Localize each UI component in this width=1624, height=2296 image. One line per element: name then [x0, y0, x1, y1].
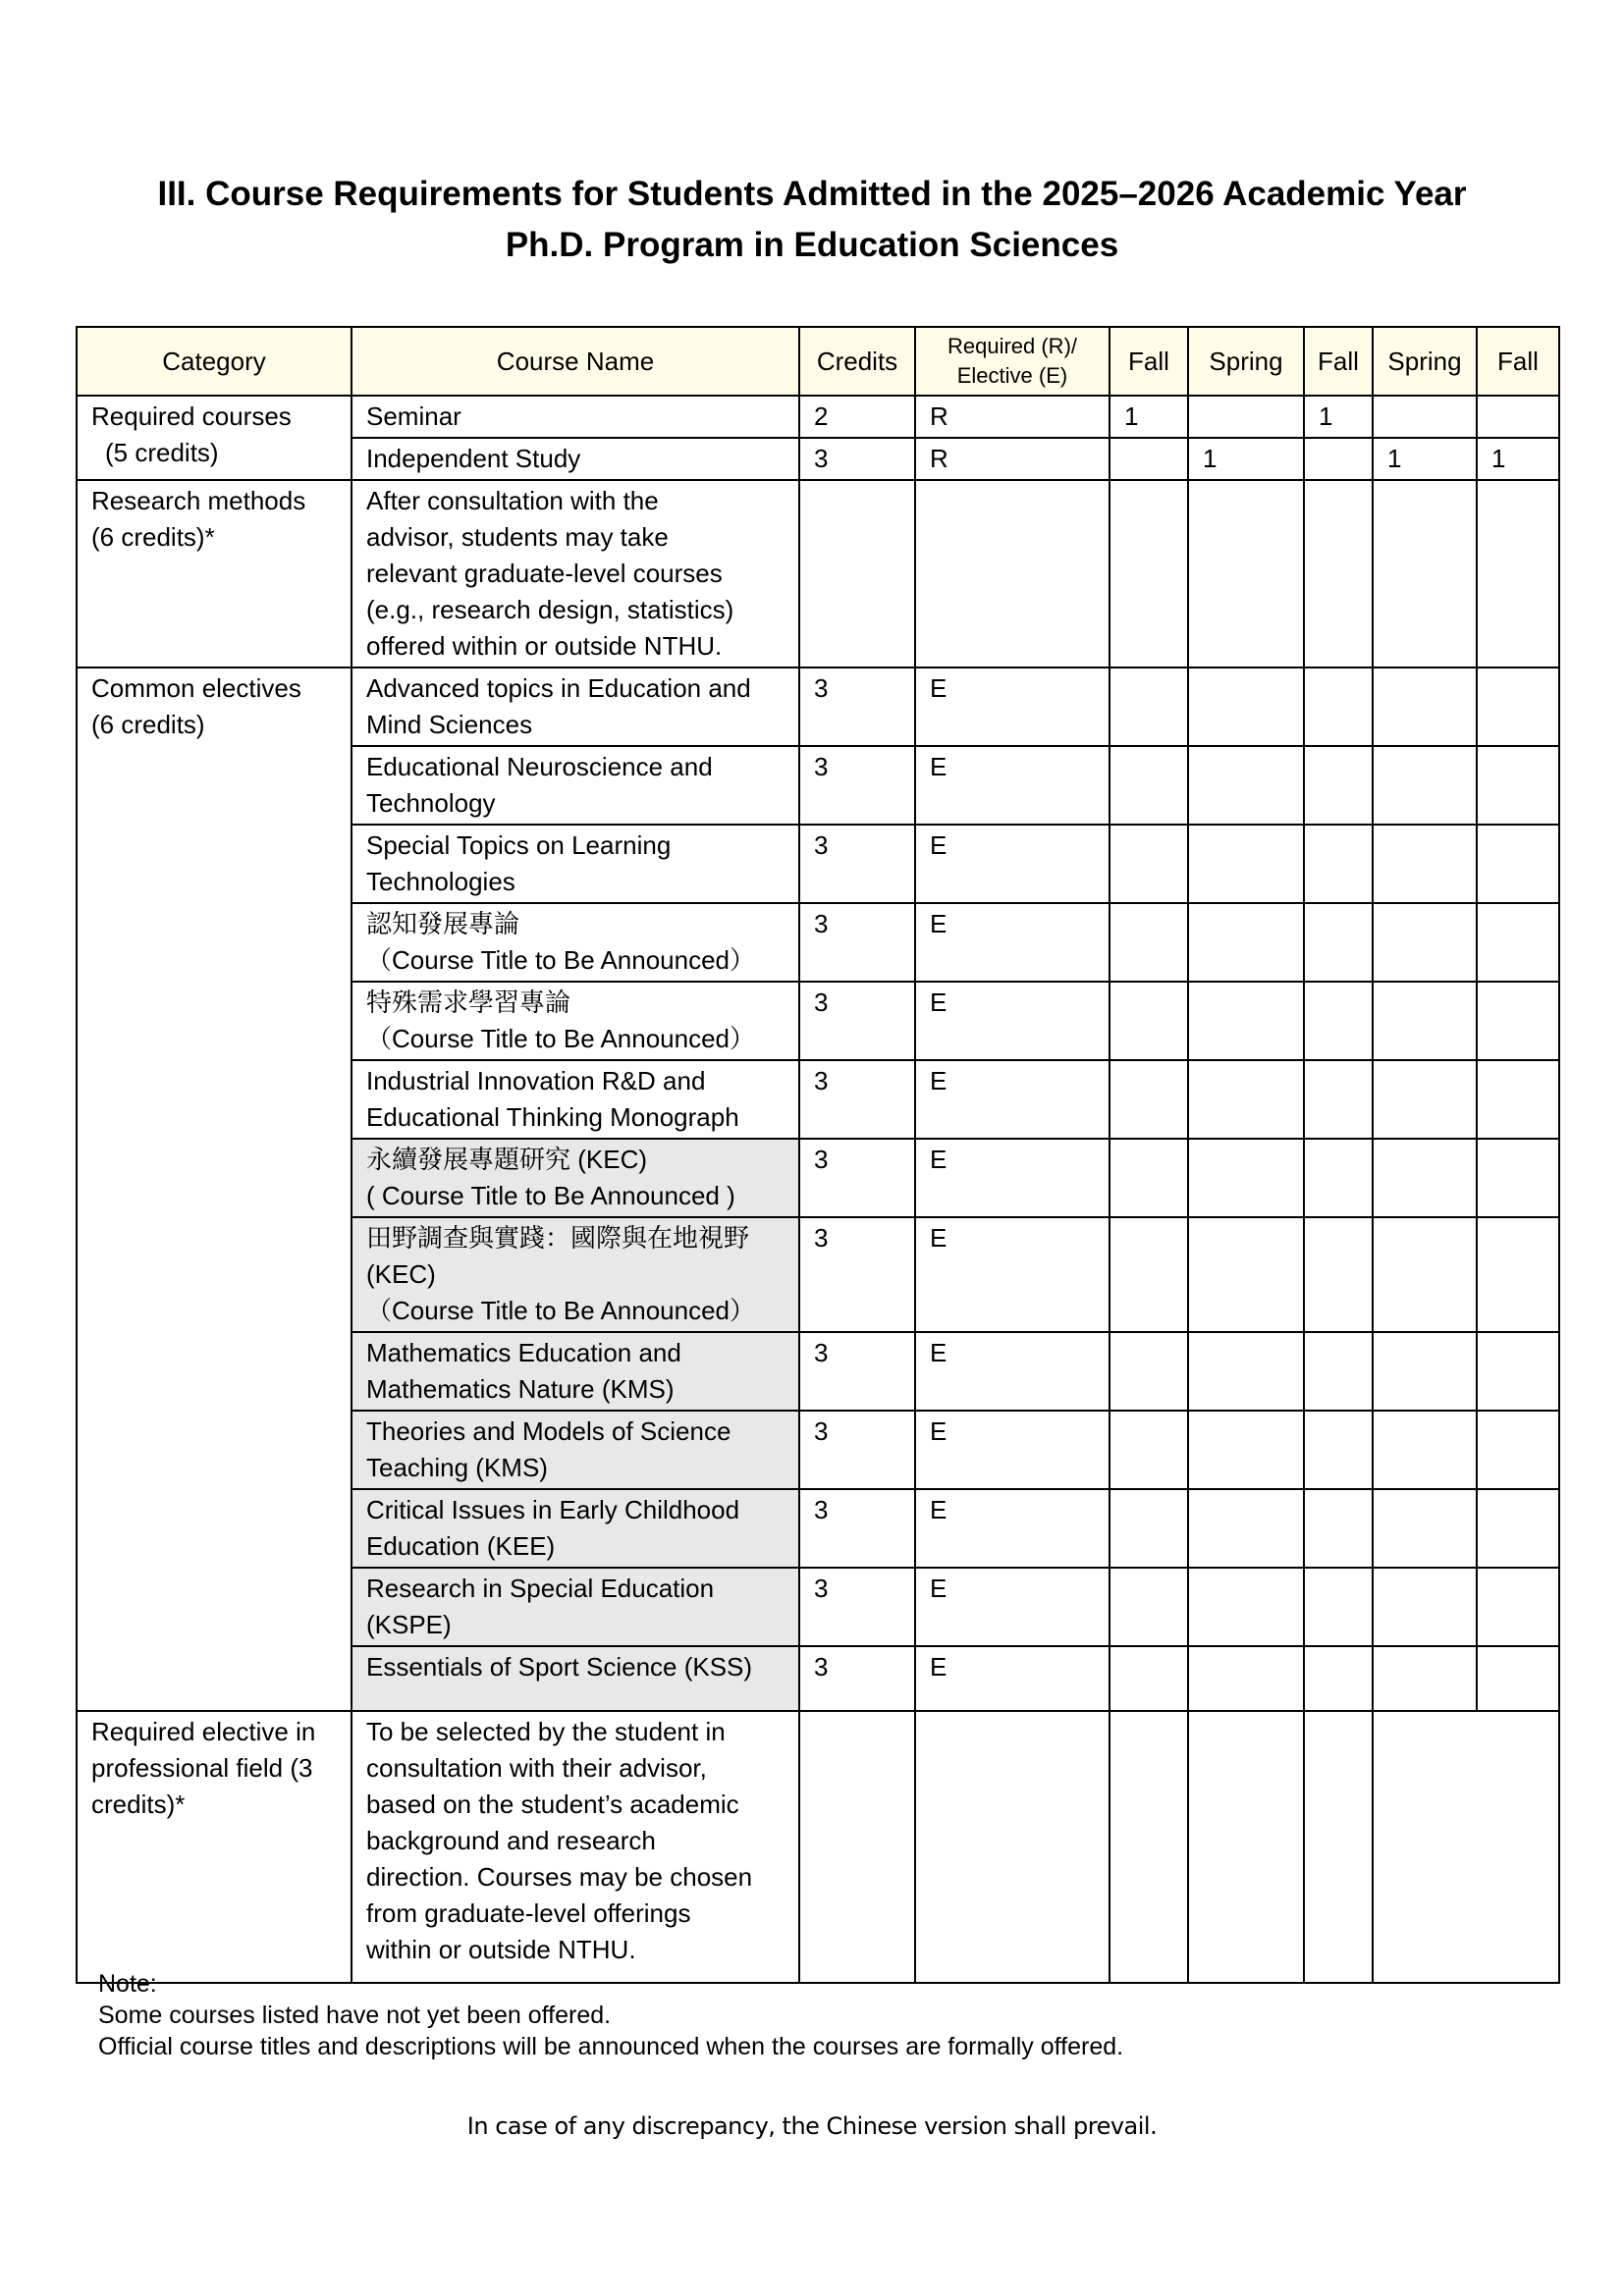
required-elective-value: E — [915, 982, 1110, 1060]
course-name-line: Teaching (KMS) — [366, 1453, 548, 1482]
course-name-line: Educational Neuroscience and — [366, 752, 713, 781]
research-methods-description — [352, 480, 799, 667]
term-credit-cell: 1 — [1477, 438, 1559, 480]
term-credit-cell — [1304, 1646, 1373, 1711]
empty-cell — [1477, 480, 1559, 667]
description-line: (e.g., research design, statistics) — [366, 595, 734, 624]
header-term-3: Fall — [1304, 327, 1373, 396]
term-credit-cell — [1110, 1332, 1188, 1411]
term-credit-cell — [1110, 746, 1188, 825]
course-name-line: (KSPE) — [366, 1610, 452, 1639]
professional-elective-description — [352, 1711, 799, 1983]
description-line: background and research — [366, 1826, 656, 1855]
term-credit-cell — [1373, 825, 1477, 903]
header-category: Category — [77, 327, 352, 396]
term-credit-cell — [1373, 1568, 1477, 1646]
credits-value: 3 — [799, 438, 915, 480]
course-name-line: Technology — [366, 788, 496, 818]
document-title: III. Course Requirements for Students Admitted in the 2025–2026 Academic Year — [157, 175, 1467, 213]
course-name-line: Advanced topics in Education and — [366, 673, 751, 703]
term-credit-cell — [1110, 825, 1188, 903]
credits-value: 3 — [799, 1411, 915, 1489]
term-credit-cell — [1304, 825, 1373, 903]
term-credit-cell — [1188, 1060, 1304, 1139]
description-line: relevant graduate-level courses — [366, 559, 723, 588]
header-required-elective — [915, 327, 1110, 396]
term-credit-cell — [1477, 667, 1559, 746]
empty-cell — [1188, 1711, 1304, 1983]
course-name — [352, 1139, 799, 1217]
description-line: direction. Courses may be chosen — [366, 1862, 753, 1892]
empty-cell — [799, 480, 915, 667]
course-name — [352, 1646, 799, 1711]
term-credit-cell — [1304, 1217, 1373, 1332]
term-credit-cell — [1110, 1646, 1188, 1711]
credits-value: 3 — [799, 1332, 915, 1411]
empty-cell — [1110, 1711, 1188, 1983]
term-credit-cell — [1304, 746, 1373, 825]
course-name-line: Mathematics Education and — [366, 1338, 681, 1367]
required-elective-value: E — [915, 1060, 1110, 1139]
credits-value: 3 — [799, 825, 915, 903]
course-name: Independent Study — [352, 438, 799, 480]
description-line: from graduate-level offerings — [366, 1898, 691, 1928]
term-credit-cell: 1 — [1188, 438, 1304, 480]
term-credit-cell — [1188, 1489, 1304, 1568]
course-name-line: Mind Sciences — [366, 710, 533, 739]
term-credit-cell — [1477, 396, 1559, 438]
term-credit-cell — [1304, 438, 1373, 480]
category-credits: (5 credits) — [105, 438, 219, 467]
empty-cell — [1110, 480, 1188, 667]
course-name — [352, 1060, 799, 1139]
category-label: credits)* — [91, 1789, 186, 1819]
required-elective-value: E — [915, 1332, 1110, 1411]
course-name-line: Industrial Innovation R&D and — [366, 1066, 706, 1095]
term-credit-cell — [1188, 825, 1304, 903]
term-credit-cell — [1188, 903, 1304, 982]
course-name-line: ( Course Title to Be Announced ) — [366, 1181, 735, 1210]
term-credit-cell — [1188, 396, 1304, 438]
credits-value: 3 — [799, 1646, 915, 1711]
term-credit-cell — [1304, 982, 1373, 1060]
credits-value: 3 — [799, 982, 915, 1060]
required-elective-value: E — [915, 903, 1110, 982]
course-name-line: Technologies — [366, 867, 515, 896]
term-credit-cell: 1 — [1110, 396, 1188, 438]
header-row — [77, 327, 1559, 396]
credits-value: 3 — [799, 1217, 915, 1332]
credits-value: 3 — [799, 1139, 915, 1217]
credits-value: 3 — [799, 903, 915, 982]
course-name-line: Theories and Models of Science — [366, 1416, 731, 1446]
category-label: (6 credits)* — [91, 522, 215, 552]
header-course-name: Course Name — [352, 327, 799, 396]
term-credit-cell — [1110, 438, 1188, 480]
empty-cell — [1373, 1711, 1559, 1983]
term-credit-cell — [1110, 1139, 1188, 1217]
empty-cell — [1304, 1711, 1373, 1983]
header-elective-label: Elective (E) — [956, 363, 1068, 388]
notes-line-1: Some courses listed have not yet been offered. — [98, 2002, 612, 2029]
credits-value: 2 — [799, 396, 915, 438]
term-credit-cell — [1373, 1646, 1477, 1711]
course-name-line: 永續發展專題研究 (KEC) — [366, 1145, 648, 1174]
term-credit-cell — [1110, 903, 1188, 982]
empty-cell — [799, 1711, 915, 1983]
course-name — [352, 825, 799, 903]
required-elective-value: E — [915, 1489, 1110, 1568]
term-credit-cell — [1373, 903, 1477, 982]
header-term-5: Fall — [1477, 327, 1559, 396]
course-name — [352, 667, 799, 746]
empty-cell — [915, 1711, 1110, 1983]
term-credit-cell: 1 — [1304, 396, 1373, 438]
course-name-line: Critical Issues in Early Childhood — [366, 1495, 740, 1524]
term-credit-cell — [1477, 1139, 1559, 1217]
term-credit-cell — [1188, 982, 1304, 1060]
category-professional-elective — [77, 1711, 352, 1983]
term-credit-cell — [1304, 1060, 1373, 1139]
term-credit-cell — [1110, 1217, 1188, 1332]
course-name-line: Research in Special Education — [366, 1574, 715, 1603]
term-credit-cell — [1477, 1489, 1559, 1568]
header-term-2: Spring — [1188, 327, 1304, 396]
term-credit-cell — [1477, 1411, 1559, 1489]
term-credit-cell: 1 — [1373, 438, 1477, 480]
term-credit-cell — [1373, 1060, 1477, 1139]
term-credit-cell — [1373, 396, 1477, 438]
term-credit-cell — [1110, 1568, 1188, 1646]
category-common-electives — [77, 667, 352, 1711]
table-row — [77, 396, 1559, 438]
term-credit-cell — [1110, 1060, 1188, 1139]
header-term-1: Fall — [1110, 327, 1188, 396]
term-credit-cell — [1373, 1217, 1477, 1332]
course-name-line: Educational Thinking Monograph — [366, 1102, 739, 1132]
course-name-line: Special Topics on Learning — [366, 830, 672, 860]
description-line: To be selected by the student in — [366, 1717, 726, 1746]
term-credit-cell — [1188, 1646, 1304, 1711]
description-line: based on the student’s academic — [366, 1789, 739, 1819]
category-required-courses — [77, 396, 352, 480]
discrepancy-footer: In case of any discrepancy, the Chinese version shall prevail. — [466, 2112, 1158, 2140]
term-credit-cell — [1477, 1217, 1559, 1332]
notes-line-2: Official course titles and descriptions will be announced when the courses are formally offered. — [98, 2033, 1124, 2060]
notes — [98, 1968, 1123, 2062]
required-elective-value: E — [915, 667, 1110, 746]
term-credit-cell — [1373, 1489, 1477, 1568]
term-credit-cell — [1373, 1332, 1477, 1411]
description-line: After consultation with the — [366, 486, 659, 515]
empty-cell — [1304, 480, 1373, 667]
term-credit-cell — [1477, 982, 1559, 1060]
empty-cell — [1188, 480, 1304, 667]
table-row — [77, 480, 1559, 667]
course-name — [352, 1217, 799, 1332]
category-label: Research methods — [91, 486, 306, 515]
course-name-line: （Course Title to Be Announced） — [366, 945, 756, 975]
required-elective-value: E — [915, 1646, 1110, 1711]
category-label: Common electives — [91, 673, 301, 703]
course-requirements-table — [76, 326, 1560, 1984]
empty-cell — [1373, 480, 1477, 667]
credits-value: 3 — [799, 1568, 915, 1646]
table-row — [77, 667, 1559, 746]
term-credit-cell — [1373, 1411, 1477, 1489]
term-credit-cell — [1110, 1411, 1188, 1489]
term-credit-cell — [1477, 903, 1559, 982]
term-credit-cell — [1188, 1332, 1304, 1411]
course-name: Seminar — [352, 396, 799, 438]
term-credit-cell — [1188, 1217, 1304, 1332]
course-name-line: Mathematics Nature (KMS) — [366, 1374, 675, 1404]
term-credit-cell — [1188, 746, 1304, 825]
description-line: within or outside NTHU. — [366, 1935, 636, 1964]
header-term-4: Spring — [1373, 327, 1477, 396]
header-credits: Credits — [799, 327, 915, 396]
term-credit-cell — [1373, 1139, 1477, 1217]
term-credit-cell — [1304, 1489, 1373, 1568]
required-elective-value: E — [915, 1217, 1110, 1332]
term-credit-cell — [1110, 1489, 1188, 1568]
course-name-line: Education (KEE) — [366, 1531, 556, 1561]
category-credits: (6 credits) — [91, 710, 205, 739]
term-credit-cell — [1477, 1332, 1559, 1411]
term-credit-cell — [1373, 667, 1477, 746]
term-credit-cell — [1304, 667, 1373, 746]
category-research-methods — [77, 480, 352, 667]
category-label: Required elective in — [91, 1717, 316, 1746]
course-name-line: 特殊需求學習專論 — [366, 988, 571, 1017]
term-credit-cell — [1188, 1139, 1304, 1217]
term-credit-cell — [1477, 1060, 1559, 1139]
term-credit-cell — [1477, 825, 1559, 903]
term-credit-cell — [1188, 1568, 1304, 1646]
description-line: consultation with their advisor, — [366, 1753, 707, 1783]
empty-cell — [915, 480, 1110, 667]
course-name — [352, 982, 799, 1060]
term-credit-cell — [1304, 1411, 1373, 1489]
credits-value: 3 — [799, 1489, 915, 1568]
term-credit-cell — [1477, 1646, 1559, 1711]
term-credit-cell — [1304, 1568, 1373, 1646]
required-elective-value: E — [915, 746, 1110, 825]
course-name — [352, 1489, 799, 1568]
term-credit-cell — [1304, 903, 1373, 982]
term-credit-cell — [1373, 982, 1477, 1060]
header-required-label: Required (R)/ — [947, 334, 1078, 358]
course-name — [352, 746, 799, 825]
program-title: Ph.D. Program in Education Sciences — [505, 226, 1119, 264]
credits-value: 3 — [799, 1060, 915, 1139]
required-elective-value: E — [915, 1568, 1110, 1646]
term-credit-cell — [1477, 1568, 1559, 1646]
term-credit-cell — [1110, 982, 1188, 1060]
course-name-line: Essentials of Sport Science (KSS) — [366, 1652, 753, 1682]
table-row — [77, 1711, 1559, 1983]
required-elective-value: R — [915, 396, 1110, 438]
course-name-line: 田野調查與實踐：國際與在地視野 — [366, 1223, 750, 1253]
course-name-line: 認知發展專論 — [366, 909, 520, 938]
term-credit-cell — [1373, 746, 1477, 825]
course-name — [352, 1332, 799, 1411]
term-credit-cell — [1304, 1332, 1373, 1411]
course-name — [352, 1411, 799, 1489]
category-label: professional field (3 — [91, 1753, 313, 1783]
description-line: advisor, students may take — [366, 522, 669, 552]
required-elective-value: R — [915, 438, 1110, 480]
course-name-line: （Course Title to Be Announced） — [366, 1296, 756, 1325]
course-name-line: (KEC) — [366, 1259, 436, 1289]
course-name — [352, 1568, 799, 1646]
required-elective-value: E — [915, 825, 1110, 903]
term-credit-cell — [1188, 1411, 1304, 1489]
notes-label: Note: — [98, 1970, 157, 1998]
term-credit-cell — [1304, 1139, 1373, 1217]
credits-value: 3 — [799, 746, 915, 825]
category-label: Required courses — [91, 401, 292, 431]
required-elective-value: E — [915, 1411, 1110, 1489]
term-credit-cell — [1110, 667, 1188, 746]
required-elective-value: E — [915, 1139, 1110, 1217]
course-name — [352, 903, 799, 982]
course-name-line: （Course Title to Be Announced） — [366, 1024, 756, 1053]
term-credit-cell — [1477, 746, 1559, 825]
description-line: offered within or outside NTHU. — [366, 631, 723, 661]
term-credit-cell — [1188, 667, 1304, 746]
credits-value: 3 — [799, 667, 915, 746]
